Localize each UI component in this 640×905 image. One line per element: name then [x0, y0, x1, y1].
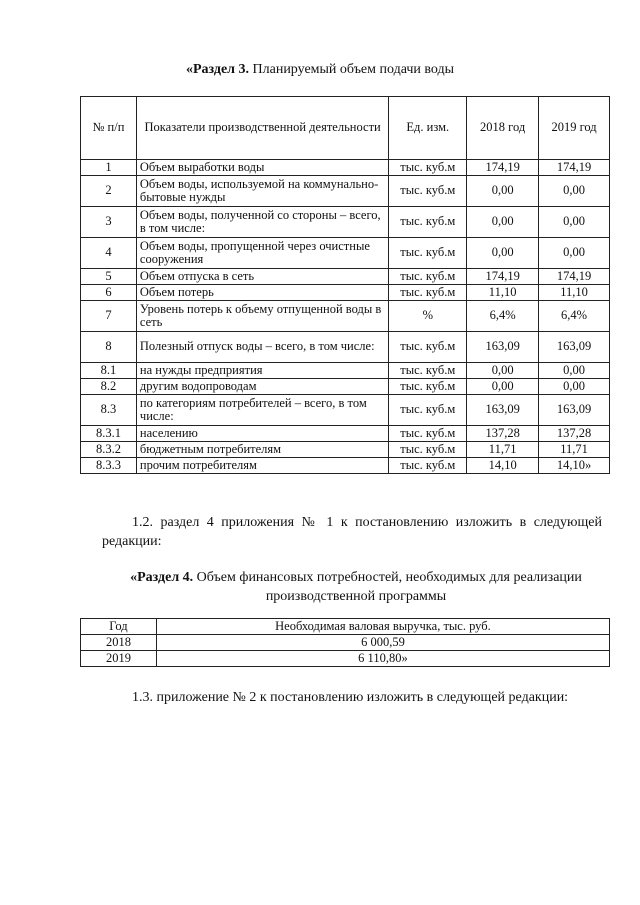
- row-indicator: Объем потерь: [136, 285, 388, 301]
- header-2018: 2018 год: [467, 97, 539, 160]
- row-unit: тыс. куб.м: [389, 379, 467, 395]
- row-indicator: Объем выработки воды: [136, 160, 388, 176]
- row-num: 6: [81, 285, 137, 301]
- paragraph-1-2: 1.2. раздел 4 приложения № 1 к постановлению изложить в следующей редакции:: [102, 515, 602, 549]
- row-unit: тыс. куб.м: [389, 442, 467, 458]
- row-year: 2018: [81, 635, 157, 651]
- table-row: [81, 379, 610, 395]
- row-value-2019: 11,10: [539, 285, 610, 301]
- row-num: 3: [81, 207, 137, 238]
- row-value-2019: 14,10»: [539, 458, 610, 474]
- row-unit: тыс. куб.м: [389, 395, 467, 426]
- row-value-2019: 11,71: [539, 442, 610, 458]
- row-value-2019: 0,00: [539, 363, 610, 379]
- header-2019: 2019 год: [539, 97, 610, 160]
- header-indicator: Показатели производственной деятельности: [136, 97, 388, 160]
- section3-title-text: Планируемый объем подачи воды: [252, 62, 455, 77]
- table-row: [81, 363, 610, 379]
- row-revenue: 6 000,59: [156, 635, 609, 651]
- table-header-row: [81, 97, 610, 160]
- row-num: 8.3.1: [81, 426, 137, 442]
- row-unit: тыс. куб.м: [389, 363, 467, 379]
- row-value-2018: 0,00: [467, 363, 539, 379]
- table-header-row: [81, 619, 610, 635]
- row-unit: тыс. куб.м: [389, 238, 467, 269]
- row-value-2019: 163,09: [539, 395, 610, 426]
- financial-needs-table: [80, 618, 610, 667]
- row-value-2018: 6,4%: [467, 301, 539, 332]
- row-num: 8: [81, 332, 137, 363]
- row-unit: %: [389, 301, 467, 332]
- row-indicator: Полезный отпуск воды – всего, в том числе:: [136, 332, 388, 363]
- row-num: 5: [81, 269, 137, 285]
- row-indicator: по категориям потребителей – всего, в том числе:: [136, 395, 388, 426]
- row-indicator: населению: [136, 426, 388, 442]
- row-value-2019: 6,4%: [539, 301, 610, 332]
- row-value-2018: 11,10: [467, 285, 539, 301]
- row-unit: тыс. куб.м: [389, 426, 467, 442]
- row-value-2018: 11,71: [467, 442, 539, 458]
- row-indicator: прочим потребителям: [136, 458, 388, 474]
- header-revenue: Необходимая валовая выручка, тыс. руб.: [156, 619, 609, 635]
- section4-title: [96, 568, 616, 606]
- row-unit: тыс. куб.м: [389, 332, 467, 363]
- header-num: № п/п: [81, 97, 137, 160]
- row-unit: тыс. куб.м: [389, 176, 467, 207]
- table-row: [81, 176, 610, 207]
- table-row: [81, 301, 610, 332]
- row-value-2018: 0,00: [467, 176, 539, 207]
- table-row: [81, 442, 610, 458]
- table-row: [81, 426, 610, 442]
- row-value-2019: 174,19: [539, 269, 610, 285]
- row-unit: тыс. куб.м: [389, 269, 467, 285]
- row-unit: тыс. куб.м: [389, 285, 467, 301]
- row-value-2018: 174,19: [467, 269, 539, 285]
- table-row: [81, 207, 610, 238]
- section4-prefix: «Раздел 4.: [130, 570, 194, 585]
- header-year: Год: [81, 619, 157, 635]
- row-value-2018: 0,00: [467, 379, 539, 395]
- row-num: 8.1: [81, 363, 137, 379]
- paragraph-1-3: 1.3. приложение № 2 к постановлению изложить в следующей редакции:: [132, 690, 569, 705]
- row-indicator: другим водопроводам: [136, 379, 388, 395]
- row-num: 7: [81, 301, 137, 332]
- section3-prefix: «Раздел 3.: [185, 62, 250, 77]
- row-num: 8.3.2: [81, 442, 137, 458]
- row-value-2019: 0,00: [539, 379, 610, 395]
- row-num: 1: [81, 160, 137, 176]
- row-num: 8.2: [81, 379, 137, 395]
- row-indicator: Объем воды, используемой на коммунально-бытовые нужды: [136, 176, 388, 207]
- row-num: 8.3.3: [81, 458, 137, 474]
- row-value-2018: 0,00: [467, 207, 539, 238]
- row-indicator: Объем отпуска в сеть: [136, 269, 388, 285]
- row-indicator: бюджетным потребителям: [136, 442, 388, 458]
- row-indicator: Объем воды, пропущенной через очистные сооружения: [136, 238, 388, 269]
- row-value-2019: 174,19: [539, 160, 610, 176]
- row-value-2018: 163,09: [467, 332, 539, 363]
- section3-title: [0, 62, 640, 78]
- row-unit: тыс. куб.м: [389, 458, 467, 474]
- table-row: [81, 395, 610, 426]
- row-indicator: Уровень потерь к объему отпущенной воды в сеть: [136, 301, 388, 332]
- row-value-2019: 0,00: [539, 176, 610, 207]
- row-value-2019: 0,00: [539, 238, 610, 269]
- row-indicator: Объем воды, полученной со стороны – всего, в том числе:: [136, 207, 388, 238]
- row-value-2018: 137,28: [467, 426, 539, 442]
- water-supply-table: [80, 96, 610, 474]
- row-year: 2019: [81, 651, 157, 667]
- table-row: [81, 160, 610, 176]
- table-row: [81, 238, 610, 269]
- row-value-2019: 163,09: [539, 332, 610, 363]
- section4-title-text: Объем финансовых потребностей, необходимых для реализации производственной программы: [196, 570, 582, 604]
- row-num: 8.3: [81, 395, 137, 426]
- row-value-2018: 14,10: [467, 458, 539, 474]
- table-row: [81, 269, 610, 285]
- row-value-2018: 163,09: [467, 395, 539, 426]
- row-value-2019: 137,28: [539, 426, 610, 442]
- row-unit: тыс. куб.м: [389, 160, 467, 176]
- row-unit: тыс. куб.м: [389, 207, 467, 238]
- table-row: [81, 635, 610, 651]
- table-row: [81, 458, 610, 474]
- row-value-2018: 174,19: [467, 160, 539, 176]
- row-indicator: на нужды предприятия: [136, 363, 388, 379]
- table-row: [81, 332, 610, 363]
- row-revenue: 6 110,80»: [156, 651, 609, 667]
- table-row: [81, 651, 610, 667]
- row-value-2018: 0,00: [467, 238, 539, 269]
- row-num: 4: [81, 238, 137, 269]
- row-value-2019: 0,00: [539, 207, 610, 238]
- header-unit: Ед. изм.: [389, 97, 467, 160]
- table-row: [81, 285, 610, 301]
- row-num: 2: [81, 176, 137, 207]
